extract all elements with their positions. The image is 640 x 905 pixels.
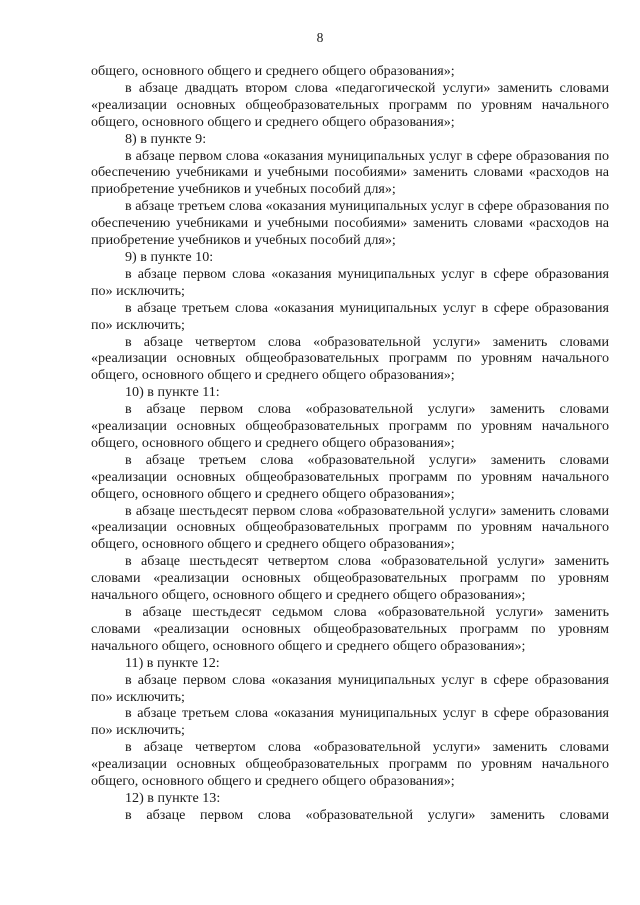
paragraph: в абзаце двадцать втором слова «педагогической услуги» заменить словами «реализации основных общеобразовательных программ по уровням начального общего, основного общего и среднего общего образования»; bbox=[91, 79, 609, 130]
paragraph: в абзаце четвертом слова «образовательной услуги» заменить словами «реализации основных общеобразовательных программ по уровням начального общего, основного общего и среднего общего образования»; bbox=[91, 739, 609, 790]
paragraph: в абзаце шестьдесят седьмом слова «образовательной услуги» заменить словами «реализации основных общеобразовательных программ по уровням начального общего, основного общего и среднего общего образования»; bbox=[91, 604, 609, 654]
paragraph: в абзаце первом слова «оказания муниципальных услуг в сфере образования по» исключить; bbox=[91, 265, 609, 299]
paragraph: в абзаце первом слова «образовательной услуги» заменить словами «реализации основных общеобразовательных программ по уровням начального общего, основного общего и среднего общего образования»; bbox=[91, 401, 609, 451]
paragraph: в абзаце третьем слова «оказания муниципальных услуг в сфере образования по» исключить; bbox=[91, 299, 609, 333]
paragraph: в абзаце шестьдесят первом слова «образовательной услуги» заменить словами «реализации основных общеобразовательных программ по уровням начального общего, основного общего и среднего общего образования»; bbox=[91, 502, 609, 553]
paragraph: в абзаце шестьдесят четвертом слова «образовательной услуги» заменить словами «реализации основных общеобразовательных программ по уровням начального общего, основного общего и среднего общего образования»; bbox=[91, 553, 609, 604]
paragraph: 8) в пункте 9: bbox=[125, 130, 207, 147]
paragraph: в абзаце первом слова «оказания муниципальных услуг в сфере образования по» исключить; bbox=[91, 671, 609, 705]
paragraph: в абзаце четвертом слова «образовательной услуги» заменить словами «реализации основных общеобразовательных программ по уровням начального общего, основного общего и среднего общего образования»; bbox=[91, 333, 609, 384]
paragraph: в абзаце первом слова «оказания муниципальных услуг в сфере образования по обеспечению учебниками и учебными пособиями» заменить словами «расходов на приобретение учебников и учебных пособий для»; bbox=[91, 147, 609, 198]
paragraph: 10) в пункте 11: bbox=[125, 384, 220, 401]
paragraph: 9) в пункте 10: bbox=[125, 248, 214, 265]
document-body bbox=[91, 63, 609, 824]
paragraph: в абзаце третьем слова «оказания муниципальных услуг в сфере образования по обеспечению учебниками и учебными пособиями» заменить словами «расходов на приобретение учебников и учебных пособий для»; bbox=[91, 198, 609, 249]
paragraph: 11) в пункте 12: bbox=[125, 654, 220, 671]
paragraph: 12) в пункте 13: bbox=[125, 789, 221, 806]
page-number: 8 bbox=[316, 30, 324, 45]
paragraph: в абзаце первом слова «образовательной услуги» заменить словами bbox=[125, 806, 609, 823]
paragraph: в абзаце третьем слова «образовательной услуги» заменить словами «реализации основных общеобразовательных программ по уровням начального общего, основного общего и среднего общего образования»; bbox=[91, 451, 609, 502]
paragraph: общего, основного общего и среднего общего образования»; bbox=[91, 63, 455, 79]
paragraph: в абзаце третьем слова «оказания муниципальных услуг в сфере образования по» исключить; bbox=[91, 705, 609, 739]
